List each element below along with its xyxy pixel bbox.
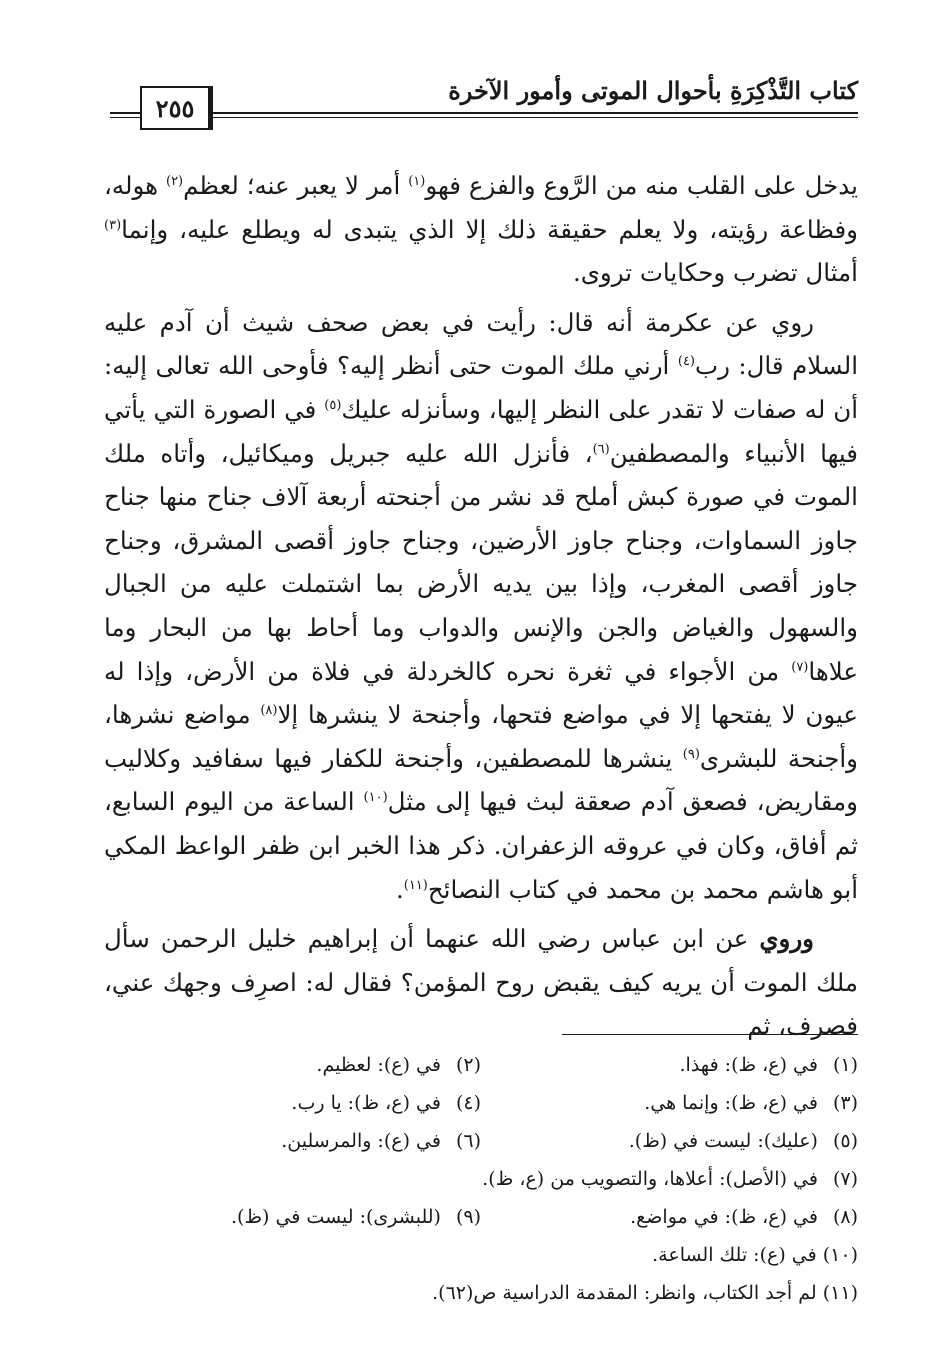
- footnote-row: [104, 1084, 858, 1122]
- footnote-6: (٦) في (ع): والمرسلين.: [281, 1130, 481, 1152]
- footnote-row: [104, 1122, 858, 1160]
- footnote-3: (٣) في (ع، ظ): وإنما هي.: [644, 1092, 858, 1114]
- footnote-row: [104, 1198, 858, 1236]
- footnote-ref: (٥): [324, 397, 342, 413]
- text-run: يدخل على القلب منه من الرَّوع والفزع فهو: [425, 171, 858, 200]
- paragraph-2: [104, 301, 858, 911]
- text-run: عن ابن عباس رضي الله عنهما أن إبراهيم خليل الرحمن سأل ملك الموت أن يريه كيف يقبض روح المؤمن؟ فقال له: اصرِف وجهك عني، فصرف، ثم: [104, 924, 858, 1041]
- text-run: ، فأنزل الله عليه جبريل وميكائيل، وأتاه ملك الموت في صورة كبش أملح قد نشر من أجنحته أربعة آلاف جناح منها جناح جاوز السماوات، وجناح جاوز الأرضين، وجناح جاوز أقصى المشرق، وجناح جاوز أقصى المغرب، وإذا بين يديه الأرض بما اشتملت عليه من الجبال والسهول والغياض والجن والإنس والدواب وما أحاط بها من البحار وما علاها: [104, 438, 858, 686]
- footnote-7: (٧) في (الأصل): أعلاها، والتصويب من (ع، ظ).: [482, 1168, 858, 1190]
- footnote-5: (٥) (عليك): ليست في (ظ).: [628, 1130, 858, 1152]
- footnote-ref: (٣): [104, 217, 122, 233]
- footnote-8: (٨) في (ع، ظ): في مواضع.: [630, 1206, 858, 1228]
- text-run: أمثال تضرب وحكايات تروى.: [572, 258, 858, 288]
- footnote-ref: (١): [408, 173, 426, 189]
- footnote-row: [104, 1236, 858, 1274]
- text-run: روي عن عكرمة أنه قال: رأيت في بعض صحف شيث أن آدم عليه السلام قال: رب: [104, 307, 859, 381]
- text-run: أمر لا يعبر عنه؛ لعظم: [183, 171, 409, 200]
- footnote-ref: (٨): [260, 702, 278, 718]
- header-rule-thin: [110, 117, 858, 118]
- text-run: مواضع نشرها، وأجنحة للبشرى: [104, 700, 858, 773]
- footnote-9: (٩) (للبشرى): ليست في (ظ).: [231, 1206, 481, 1228]
- text-run: من الأجواء في ثغرة نحره كالخردلة في فلاة من الأرض، وإذا له عيون لا يفتحها إلا في مواضع فتحها، وأجنحة لا ينشرها إلا: [104, 656, 858, 730]
- footnote-ref: (٢): [165, 173, 184, 189]
- text-run: في الصورة التي يأتي فيها الأنبياء والمصطفين: [104, 394, 858, 468]
- text-run: أرني ملك الموت حتى أنظر إليه؟ فأوحى الله تعالى إليه: أن له صفات لا تقدر على النظر إليها، وسأنزله عليك: [104, 351, 859, 424]
- paragraph-3: [104, 917, 858, 1048]
- footnote-ref: (١١): [403, 877, 428, 893]
- footnote-row: [104, 1046, 858, 1084]
- footnote-ref: (٧): [791, 659, 809, 675]
- paragraph-1: [104, 164, 858, 295]
- footnote-row: [104, 1274, 858, 1312]
- footnote-10: (١٠) في (ع): تلك الساعة.: [652, 1244, 858, 1266]
- text-run: .: [395, 874, 404, 904]
- lead-word: وروي: [759, 924, 814, 954]
- footnote-ref: (١٠): [363, 790, 388, 806]
- text-run: ينشرها للمصطفين، وأجنحة للكفار فيها سفافيد وكلاليب ومقاريض، فصعق آدم صعقة لبث فيها إلى مثل: [104, 743, 858, 817]
- footnote-4: (٤) في (ع، ظ): يا رب.: [291, 1092, 481, 1114]
- header-rule: [110, 112, 858, 114]
- main-text: [104, 164, 859, 1041]
- footnote-1: (١) في (ع، ظ): فهذا.: [679, 1054, 858, 1076]
- running-title: كتاب التَّذْكِرَةِ بأحوال الموتى وأمور الآخرة: [448, 76, 858, 105]
- footnote-ref: (٦): [592, 441, 610, 457]
- page-header: [110, 76, 858, 130]
- page-number: ٢٥٥: [140, 86, 213, 130]
- footnote-ref: (٤): [677, 354, 695, 370]
- footnote-ref: (٩): [682, 746, 700, 762]
- footnote-separator: [562, 1034, 858, 1035]
- footnote-2: (٢) في (ع): لعظيم.: [316, 1054, 481, 1076]
- text-run: هوله، وفظاعة رؤيته، ولا يعلم حقيقة ذلك إلا الذي يتبدى له ويطلع عليه، وإنما: [104, 171, 858, 244]
- footnotes: [104, 1046, 858, 1312]
- text-run: الساعة من اليوم السابع، ثم أفاق، وكان في عروقه الزعفران. ذكر هذا الخبر ابن ظفر الواعظ المكي أبو هاشم محمد بن محمد في كتاب النصائح: [104, 787, 858, 904]
- footnote-11: (١١) لم أجد الكتاب، وانظر: المقدمة الدراسية ص(٦٢).: [432, 1282, 858, 1304]
- footnote-row: [104, 1160, 858, 1198]
